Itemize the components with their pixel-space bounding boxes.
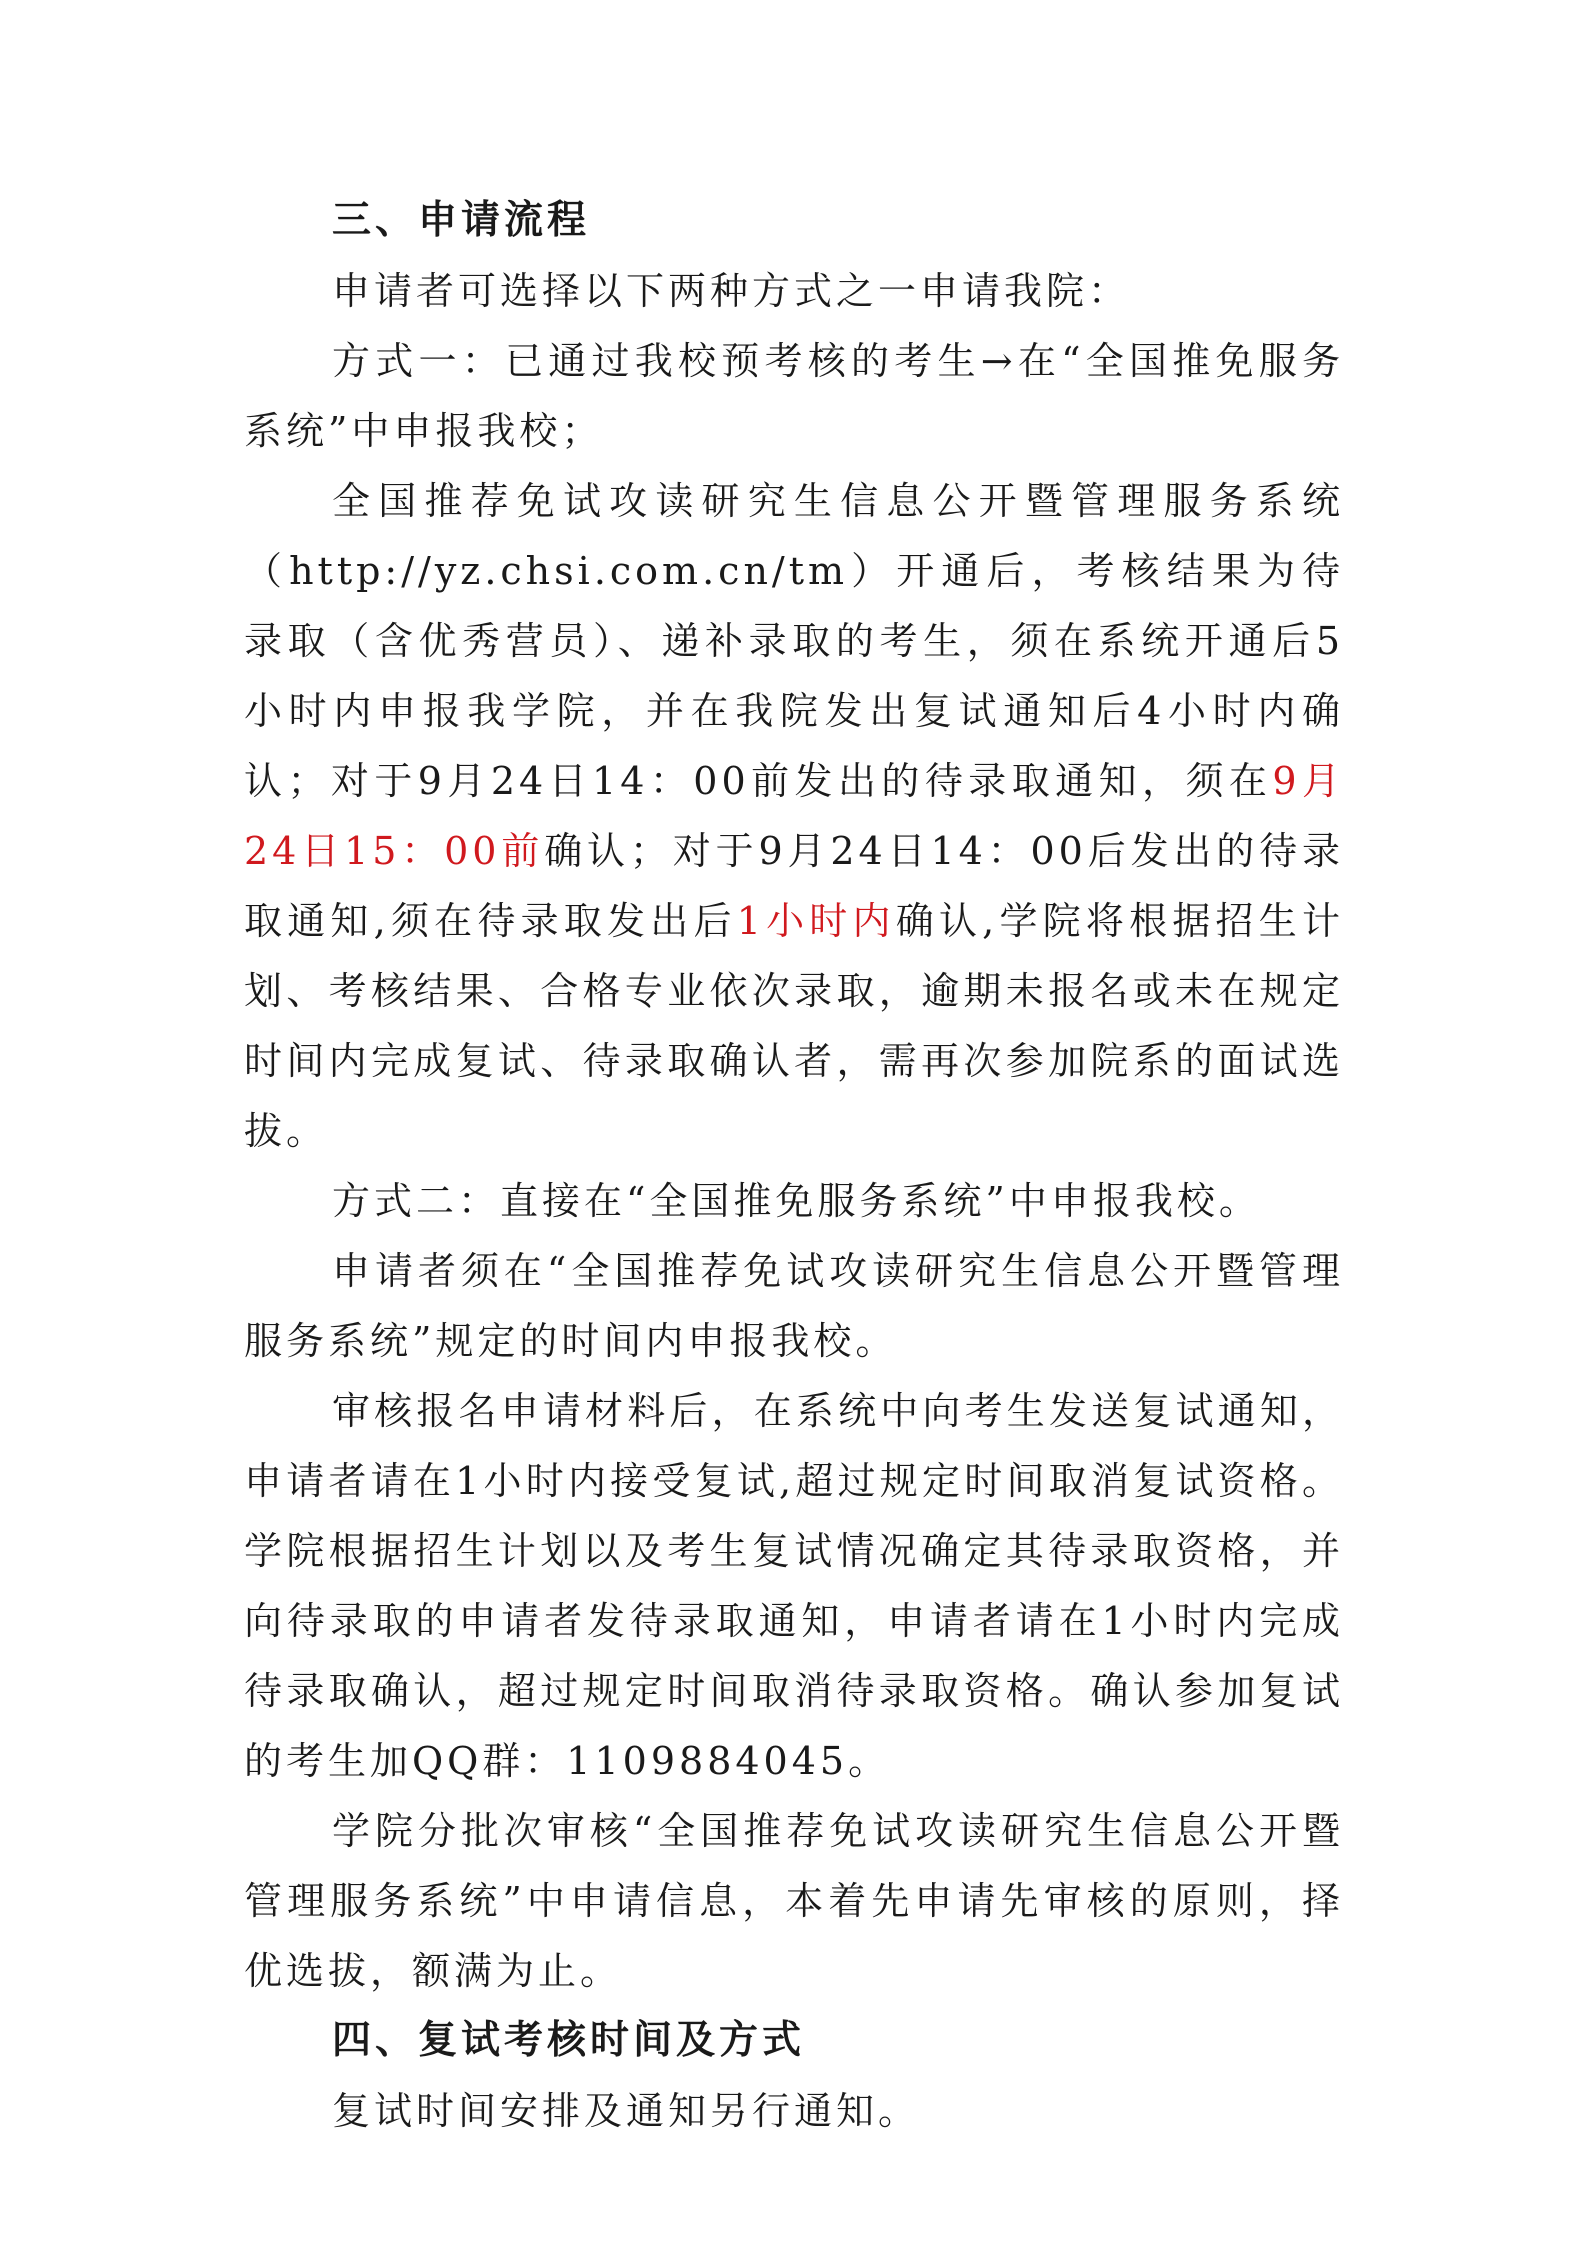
time-limit-highlight: 1小时内	[736, 899, 896, 943]
details-paragraph	[244, 466, 1344, 1166]
document-page	[244, 186, 1344, 2146]
details-text-part-3: 确认,学院将根据招生计划、考核结果、合格专业依次录取，逾期未报名或未在规定时间内完成复试、待录取确认者，需再次参加院系的面试选拔。	[244, 899, 1344, 1153]
section-3-heading: 三、申请流程	[332, 198, 591, 243]
method-one-paragraph: 方式一：已通过我校预考核的考生→在“全国推免服务系统”中申报我校；	[244, 339, 1344, 453]
section-4-heading: 四、复试考核时间及方式	[332, 2018, 806, 2063]
deadline-highlight: 9月24日15：00前	[244, 759, 1344, 873]
method-two-paragraph: 方式二：直接在“全国推免服务系统”中申报我校。	[332, 1179, 1261, 1223]
section-3-intro: 申请者可选择以下两种方式之一申请我院：	[332, 269, 1131, 313]
batch-review-paragraph: 学院分批次审核“全国推荐免试攻读研究生信息公开暨管理服务系统”中申请信息，本着先申请先审核的原则，择优选拔，额满为止。	[244, 1809, 1344, 1993]
details-text-part-1: 全国推荐免试攻读研究生信息公开暨管理服务系统（http://yz.chsi.com.cn/tm）开通后，考核结果为待录取（含优秀营员）、递补录取的考生，须在系统开通后5小时内申报我学院，并在我院发出复试通知后4小时内确认；对于9月24日14：00前发出的待录取通知，须在	[244, 479, 1344, 803]
review-paragraph: 审核报名申请材料后，在系统中向考生发送复试通知，申请者请在1小时内接受复试,超过规定时间取消复试资格。学院根据招生计划以及考生复试情况确定其待录取资格，并向待录取的申请者发待录取通知，申请者请在1小时内完成待录取确认，超过规定时间取消待录取资格。确认参加复试的考生加QQ群：1109884045。	[244, 1389, 1344, 1783]
apply-paragraph: 申请者须在“全国推荐免试攻读研究生信息公开暨管理服务系统”规定的时间内申报我校。	[244, 1249, 1344, 1363]
section-4-paragraph: 复试时间安排及通知另行通知。	[332, 2089, 921, 2133]
details-text-part-2: 确认；对于9月24日14：00后发出的待录取通知,须在待录取发出后	[244, 829, 1344, 943]
